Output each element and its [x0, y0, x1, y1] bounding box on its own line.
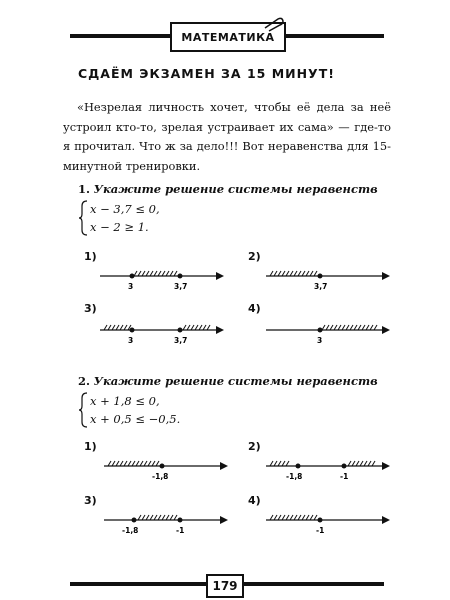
task2-option2-label: 2)	[248, 440, 261, 453]
task2-option1-numberline	[100, 458, 230, 484]
task1-option4-label: 4)	[248, 302, 261, 315]
paperclip-icon	[262, 16, 284, 32]
task1-option3-numberline	[96, 322, 226, 348]
svg-text:-1,8: -1,8	[152, 472, 169, 481]
svg-text:3: 3	[128, 336, 134, 345]
task1-option4-numberline	[262, 322, 392, 348]
page-number: 179	[206, 574, 244, 598]
svg-text:3,7: 3,7	[174, 282, 188, 291]
svg-text:-1,8: -1,8	[122, 526, 139, 535]
intro-paragraph: «Незрелая личность хочет, чтобы её дела за неё устроил кто-то, зрелая устраивает их сама» — где-то я прочитал. Что ж за дело!!! Вот неравенства для 15-минутной тренировки.	[63, 100, 391, 173]
svg-text:-1: -1	[316, 526, 325, 535]
page-title: СДАЁМ ЭКЗАМЕН ЗА 15 МИНУТ!	[78, 66, 335, 81]
subject-header: МАТЕМАТИКА	[170, 22, 286, 52]
svg-text:3,7: 3,7	[314, 282, 328, 291]
svg-text:-1,8: -1,8	[286, 472, 303, 481]
task1-option3-label: 3)	[84, 302, 97, 315]
svg-text:3: 3	[317, 336, 323, 345]
task1-option2-label: 2)	[248, 250, 261, 263]
task2-option3-numberline	[100, 512, 230, 538]
brace-icon	[78, 392, 88, 428]
svg-text:-1: -1	[176, 526, 185, 535]
task2-option2-numberline	[262, 458, 392, 484]
task2-system: x + 1,8 ≤ 0, x + 0,5 ≤ −0,5.	[78, 392, 180, 428]
task1-option1-label: 1)	[84, 250, 97, 263]
task2-title: 2. Укажите решение системы неравенств	[78, 374, 378, 388]
task2-option3-label: 3)	[84, 494, 97, 507]
task1-option1-numberline	[96, 268, 226, 294]
task1-system: x − 3,7 ≤ 0, x − 2 ≥ 1.	[78, 200, 160, 236]
svg-text:-1: -1	[340, 472, 349, 481]
svg-text:3: 3	[128, 282, 134, 291]
task2-option1-label: 1)	[84, 440, 97, 453]
task2-option4-numberline	[262, 512, 392, 538]
task2-option4-label: 4)	[248, 494, 261, 507]
svg-text:3,7: 3,7	[174, 336, 188, 345]
task1-title: 1. Укажите решение системы неравенств	[78, 182, 378, 196]
task1-option2-numberline	[262, 268, 392, 294]
brace-icon	[78, 200, 88, 236]
